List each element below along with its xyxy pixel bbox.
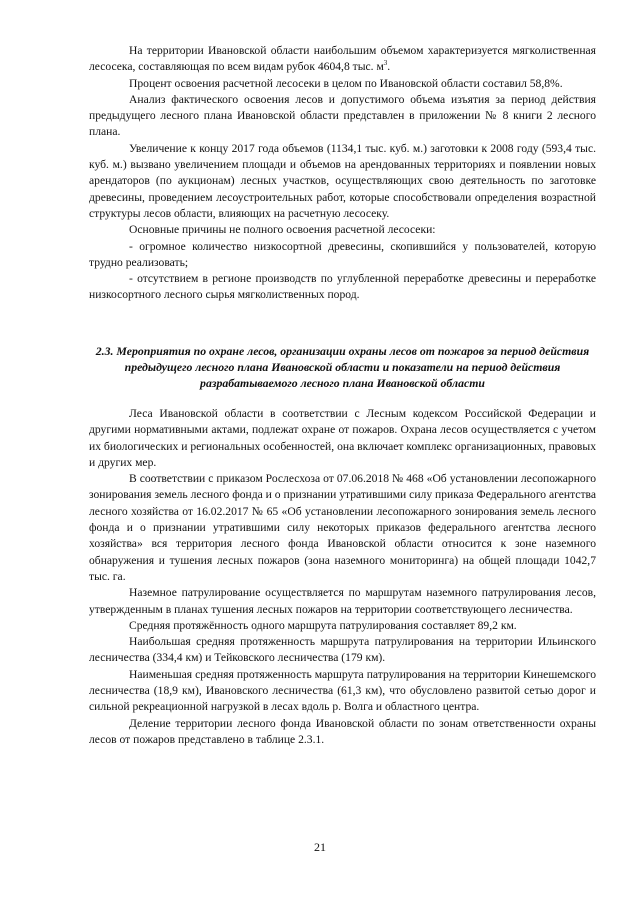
paragraph-analysis-reference: Анализ фактического освоения лесов и допустимого объема изъятия за период действия предыдущего лесного плана Ивановской области представлен в приложении № 8 книги 2 лесного плана.: [89, 92, 596, 139]
unit-superscript: 3: [383, 59, 388, 68]
paragraph-development-percent: Процент освоения расчетной лесосеки в целом по Ивановской области составил 58,8%.: [129, 76, 563, 90]
bottom-text-block: [89, 406, 596, 748]
paragraph-softwood-volume: [89, 43, 596, 76]
section-heading: 2.3. Мероприятия по охране лесов, организации охраны лесов от пожаров за период действия предыдущего лесного плана Ивановской области и показатели на период действия разрабатываемого лесного плана Ивановской области: [95, 344, 590, 390]
paragraph-average-route-length: Средняя протяжённость одного маршрута патрулирования составляет 89,2 км.: [129, 618, 517, 632]
paragraph-largest-route: Наибольшая средняя протяженность маршрута патрулирования на территории Ильинского лесничества (334,4 км) и Тейковского лесничества (179 км).: [89, 635, 596, 665]
reason-item-low-grade-wood: - огромное количество низкосортной древесины, скопившийся у пользователей, которую трудно реализовать;: [89, 239, 596, 269]
paragraph-text: На территории Ивановской области наибольшим объемом характеризуется мягколиственная лесосека, составляющая по всем видам рубок 4604,8 тыс. м: [89, 44, 596, 74]
paragraph-ground-patrol: Наземное патрулирование осуществляется по маршрутам наземного патрулирования лесов, утвержденным в планах тушения лесных пожаров на территории соответствующего лесничества.: [89, 586, 596, 616]
paragraph-fire-zoning-order: В соответствии с приказом Рослесхоза от 07.06.2018 № 468 «Об установлении лесопожарного зонирования земель лесного фонда и о признании утратившими силу приказа Федерального агентства лесного хозяйства от 16.02.2017 № 65 «Об установлении лесопожарного зонирования земель лесного фонда и о признании утратившими силу некоторых приказов федерального агентства лесного хозяйства» вся территория лесного фонда Ивановской области относится к зоне наземного обнаружения и тушения лесных пожаров (зона наземного мониторинга) на общей площади 1042,7 тыс. га.: [89, 472, 596, 583]
paragraph-smallest-route: Наименьшая средняя протяженность маршрута патрулирования на территории Кинешемского лесничества (18,9 км), Ивановского лесничества (61,3 км), что обусловлено развитой сетью дорог и сильной рекреационной нагрузкой в лесах вдоль р. Волга и областного центра.: [89, 667, 596, 714]
top-text-block: [89, 43, 596, 304]
reason-item-no-processing: - отсутствием в регионе производств по углубленной переработке древесины и переработке низкосортного лесного сырья мягколиственных пород.: [89, 272, 596, 302]
page-number: 21: [314, 840, 326, 854]
paragraph-reasons-intro: Основные причины не полного освоения расчетной лесосеки:: [129, 223, 436, 237]
paragraph-table-reference: Деление территории лесного фонда Ивановской области по зонам ответственности охраны лесов от пожаров представлено в таблице 2.3.1.: [89, 716, 596, 746]
paragraph-forest-protection: Леса Ивановской области в соответствии с Лесным кодексом Российской Федерации и другими нормативными актами, подлежат охране от пожаров. Охрана лесов осуществляется с учетом их биологических и региональных особенностей, она включает комплекс организационных, правовых и других мер.: [89, 407, 596, 469]
paragraph-harvest-increase: Увеличение к концу 2017 года объемов (1134,1 тыс. куб. м.) заготовки к 2008 году (593,4 тыс. куб. м.) вызвано увеличением площади и объемов на арендованных территориях и появлении новых арендаторов (по аукционам) лесных участков, осуществляющих свою деятельность по заготовке древесины, проведением лесоустроительных работ, которые способствовали определения возрастной структуры лесов области, влияющих на расчетную лесосеку.: [89, 141, 596, 220]
paragraph-end: .: [387, 60, 391, 74]
